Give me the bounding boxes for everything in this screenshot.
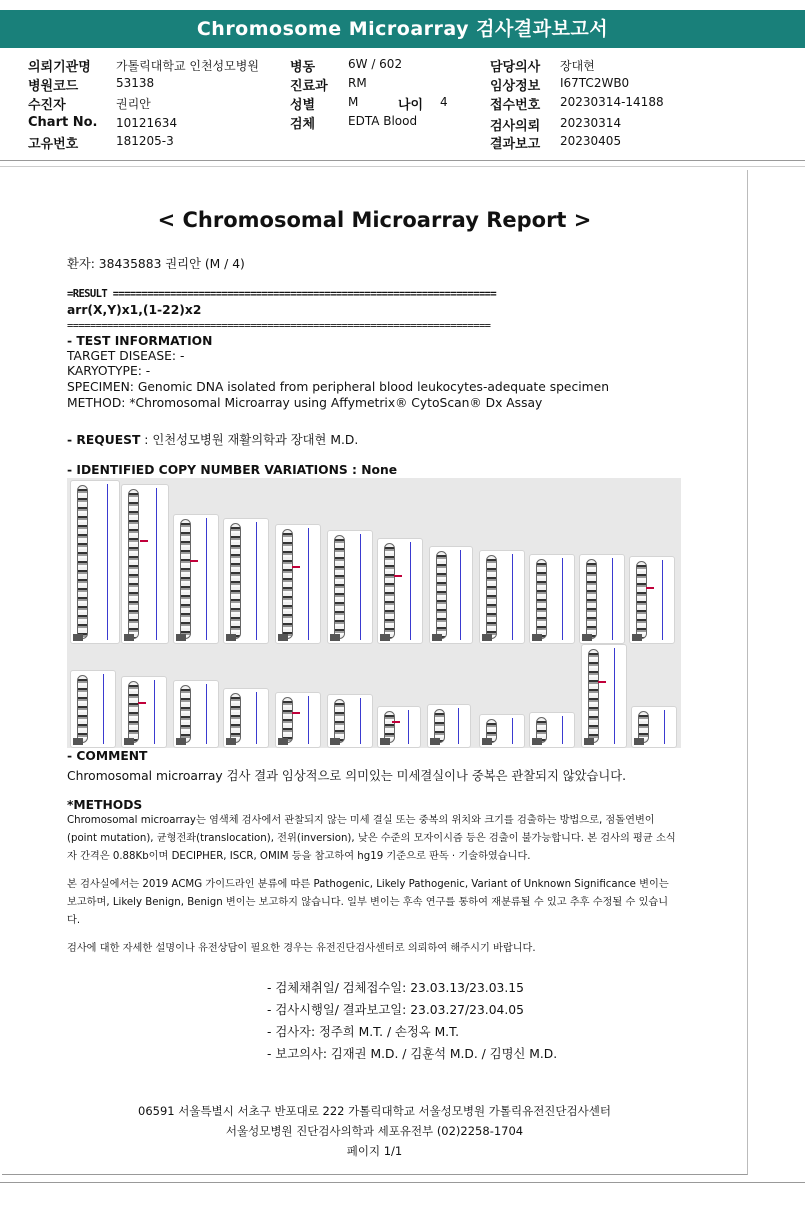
- value-institution: 가톨릭대학교 인천성모병원: [116, 59, 259, 73]
- chromosome-7: [377, 538, 423, 644]
- copy-number-track: [103, 674, 104, 744]
- chromosome-22: [529, 712, 575, 748]
- chromosome-ideogram: [180, 519, 191, 639]
- result-rule: =RESULT ===================================================================: [67, 288, 497, 300]
- chromosome-3: [173, 514, 219, 644]
- methods-heading: *METHODS: [67, 798, 143, 812]
- value-physician: 장대현: [560, 59, 595, 73]
- comment-heading: - COMMENT: [67, 749, 148, 763]
- copy-number-track: [460, 550, 461, 640]
- chromosome-number-tag: [73, 738, 83, 745]
- chromosome-1: [70, 480, 120, 644]
- chromosome-ideogram: [180, 685, 191, 743]
- chromosome-ideogram: [334, 535, 345, 639]
- result-end-rule: ==========================================================================: [67, 320, 491, 332]
- reporting-physician: - 보고의사: 김재권 M.D. / 김훈석 M.D. / 김명신 M.D.: [267, 1047, 558, 1061]
- chromosome-ideogram: [436, 551, 447, 639]
- value-specimen: EDTA Blood: [348, 114, 418, 128]
- collection-date: - 검체채취일/ 검체접수일: 23.03.13/23.03.15: [267, 981, 524, 995]
- copy-number-track: [664, 710, 665, 744]
- chromosome-ideogram: [282, 529, 293, 639]
- chromosome-number-tag: [532, 738, 542, 745]
- copy-number-track: [107, 484, 108, 640]
- chromosome-number-tag: [430, 738, 440, 745]
- copy-number-track: [458, 708, 459, 744]
- probe-marker: [190, 560, 198, 562]
- divider: [0, 160, 805, 161]
- divider: [0, 1182, 805, 1183]
- chromosome-18: [327, 694, 373, 748]
- copy-number-track: [662, 560, 663, 640]
- technologist: - 검사자: 정주희 M.T. / 손정옥 M.T.: [267, 1025, 460, 1039]
- copy-number-track: [360, 698, 361, 744]
- copy-number-track: [308, 696, 309, 744]
- label-clinical-info: 임상정보: [490, 79, 541, 94]
- chromosome-13: [70, 670, 116, 748]
- chromosome-Y: [631, 706, 677, 748]
- chromosome-17: [275, 692, 321, 748]
- copy-number-track: [206, 684, 207, 744]
- chromosome-16: [223, 688, 269, 748]
- label-ward: 병동: [290, 60, 316, 75]
- chromosome-number-tag: [278, 634, 288, 641]
- value-unique-no: 181205-3: [116, 134, 174, 148]
- cnv-heading: - IDENTIFIED COPY NUMBER VARIATIONS : None: [67, 463, 398, 477]
- request-value: : 인천성모병원 재활의학과 장대현 M.D.: [144, 433, 359, 447]
- probe-marker: [292, 566, 300, 568]
- value-ward: 6W / 602: [348, 57, 403, 71]
- karyotype: KARYOTYPE: -: [67, 364, 151, 378]
- chromosome-number-tag: [73, 634, 83, 641]
- test-info-heading: - TEST INFORMATION: [67, 334, 213, 348]
- copy-number-track: [614, 648, 615, 744]
- chromosome-number-tag: [330, 634, 340, 641]
- chromosome-15: [173, 680, 219, 748]
- label-institution: 의뢰기관명: [28, 60, 91, 75]
- chromosome-number-tag: [582, 634, 592, 641]
- label-age: 나이: [398, 98, 424, 113]
- report-heading: < Chromosomal Microarray Report >: [157, 208, 592, 232]
- chromosome-number-tag: [124, 634, 134, 641]
- label-receipt-no: 접수번호: [490, 98, 541, 113]
- karyogram-image: [67, 478, 681, 748]
- chromosome-ideogram: [586, 559, 597, 639]
- chromosome-number-tag: [380, 634, 390, 641]
- chromosome-number-tag: [176, 634, 186, 641]
- chromosome-2: [121, 484, 169, 644]
- methods-paragraph-1: Chromosomal microarray는 염색체 검사에서 관찰되지 않는 미세 결실 또는 중복의 위치와 크기를 검출하는 방법으로, 점돌연변이(point mutation), 균형전좌(translocation), 전위(inversion), 낮은 수준의 모자이시즘 등은 검출이 불가능합니다. 본 검사의 평균 소식자 간격은 0.88Kb이며 DECIPHER, ISCR, OMIM 등을 참고하여 hg19 기준으로 판독 · 기술하였습니다.: [67, 815, 676, 862]
- chromosome-number-tag: [278, 738, 288, 745]
- chromosome-ideogram: [230, 523, 241, 639]
- chromosome-9: [479, 550, 525, 644]
- value-chart-no: 10121634: [116, 116, 178, 130]
- probe-marker: [292, 712, 300, 714]
- value-request-date: 20230314: [560, 116, 622, 130]
- chromosome-ideogram: [77, 485, 88, 639]
- chromosome-number-tag: [634, 738, 644, 745]
- chromosome-number-tag: [176, 738, 186, 745]
- chromosome-ideogram: [282, 697, 293, 743]
- chromosome-ideogram: [334, 699, 345, 743]
- copy-number-track: [308, 528, 309, 640]
- label-specimen: 검체: [290, 117, 316, 132]
- chromosome-ideogram: [230, 693, 241, 743]
- copy-number-track: [256, 692, 257, 744]
- chromosome-number-tag: [584, 738, 594, 745]
- chromosome-20: [427, 704, 471, 748]
- chromosome-ideogram: [384, 543, 395, 639]
- chromosome-ideogram: [536, 559, 547, 639]
- chromosome-X: [581, 644, 627, 748]
- divider: [0, 166, 805, 167]
- label-patient: 수진자: [28, 98, 66, 113]
- chromosome-12: [629, 556, 675, 644]
- chromosome-19: [377, 706, 421, 748]
- patient-line: 환자: 38435883 권리안 (M / 4): [67, 257, 245, 271]
- target-disease: TARGET DISEASE: -: [67, 349, 185, 363]
- chromosome-number-tag: [632, 634, 642, 641]
- chromosome-number-tag: [482, 634, 492, 641]
- methods-paragraph-2: 본 검사실에서는 2019 ACMG 가이드라인 분류에 따른 Pathogenic, Likely Pathogenic, Variant of Unknown Significance 변이는 보고하며, Likely Benign, Benign 변이는 보고하지 않습니다. 일부 변이는 후속 연구를 통하여 재분류될 수 있고 추후 수정될 수 있습니다.: [67, 879, 669, 926]
- request-line: [67, 430, 358, 448]
- probe-marker: [646, 587, 654, 589]
- copy-number-track: [562, 716, 563, 744]
- report-page: [2, 170, 748, 1175]
- copy-number-track: [512, 554, 513, 640]
- copy-number-track: [154, 680, 155, 744]
- chromosome-21: [479, 714, 525, 748]
- probe-marker: [394, 575, 402, 577]
- chromosome-number-tag: [482, 738, 492, 745]
- chromosome-number-tag: [226, 634, 236, 641]
- chromosome-ideogram: [128, 489, 139, 639]
- label-chart-no: Chart No.: [28, 115, 98, 130]
- test-date: - 검사시행일/ 결과보고일: 23.03.27/23.04.05: [267, 1003, 524, 1017]
- result-value: arr(X,Y)x1,(1-22)x2: [67, 303, 202, 317]
- label-request-date: 검사의뢰: [490, 119, 541, 134]
- copy-number-track: [156, 488, 157, 640]
- chromosome-ideogram: [77, 675, 88, 743]
- probe-marker: [598, 681, 606, 683]
- page-number: 페이지 1/1: [346, 1144, 403, 1158]
- value-age: 4: [440, 95, 448, 109]
- chromosome-11: [579, 554, 625, 644]
- copy-number-track: [408, 710, 409, 744]
- chromosome-8: [429, 546, 473, 644]
- chromosome-number-tag: [380, 738, 390, 745]
- copy-number-track: [360, 534, 361, 640]
- chromosome-number-tag: [330, 738, 340, 745]
- label-physician: 담당의사: [490, 60, 541, 75]
- probe-marker: [138, 702, 146, 704]
- label-sex: 성별: [290, 98, 316, 113]
- chromosome-number-tag: [532, 634, 542, 641]
- report-title-bar: Chromosome Microarray 검사결과보고서: [0, 10, 805, 48]
- copy-number-track: [256, 522, 257, 640]
- chromosome-6: [327, 530, 373, 644]
- chromosome-number-tag: [226, 738, 236, 745]
- value-receipt-no: 20230314-14188: [560, 95, 664, 109]
- probe-marker: [140, 540, 148, 542]
- chromosome-number-tag: [432, 634, 442, 641]
- specimen-line: SPECIMEN: Genomic DNA isolated from peripheral blood leukocytes-adequate specimen: [67, 380, 610, 394]
- chromosome-5: [275, 524, 321, 644]
- chromosome-ideogram: [486, 555, 497, 639]
- methods-paragraph-3: 검사에 대한 자세한 설명이나 유전상담이 필요한 경우는 유전진단검사센터로 의뢰하여 해주시기 바랍니다.: [67, 943, 536, 954]
- value-clinical-info: I67TC2WB0: [560, 76, 630, 90]
- probe-marker: [392, 721, 400, 723]
- value-department: RM: [348, 76, 367, 90]
- footer-department: 서울성모병원 진단검사의학과 세포유전부 (02)2258-1704: [225, 1124, 524, 1138]
- footer-address: 06591 서울특별시 서초구 반포대로 222 가톨릭대학교 서울성모병원 가톨릭유전진단검사센터: [138, 1104, 611, 1118]
- chromosome-number-tag: [124, 738, 134, 745]
- chromosome-ideogram: [636, 561, 647, 639]
- copy-number-track: [562, 558, 563, 640]
- chromosome-ideogram: [128, 681, 139, 743]
- copy-number-track: [612, 558, 613, 640]
- chromosome-ideogram: [588, 649, 599, 743]
- comment-text: Chromosomal microarray 검사 결과 임상적으로 의미있는 미세결실이나 중복은 관찰되지 않았습니다.: [67, 769, 627, 783]
- copy-number-track: [410, 542, 411, 640]
- value-sex: M: [348, 95, 359, 109]
- value-hospital-code: 53138: [116, 76, 155, 90]
- label-unique-no: 고유번호: [28, 137, 79, 152]
- chromosome-14: [121, 676, 167, 748]
- request-label: - REQUEST: [67, 433, 141, 447]
- chromosome-10: [529, 554, 575, 644]
- label-report-date: 결과보고: [490, 137, 541, 152]
- label-department: 진료과: [290, 79, 328, 94]
- value-patient: 권리안: [116, 97, 151, 111]
- method-line: METHOD: *Chromosomal Microarray using Affymetrix® CytoScan® Dx Assay: [67, 396, 543, 410]
- chromosome-4: [223, 518, 269, 644]
- copy-number-track: [206, 518, 207, 640]
- copy-number-track: [512, 718, 513, 744]
- value-report-date: 20230405: [560, 134, 622, 148]
- label-hospital-code: 병원코드: [28, 79, 79, 94]
